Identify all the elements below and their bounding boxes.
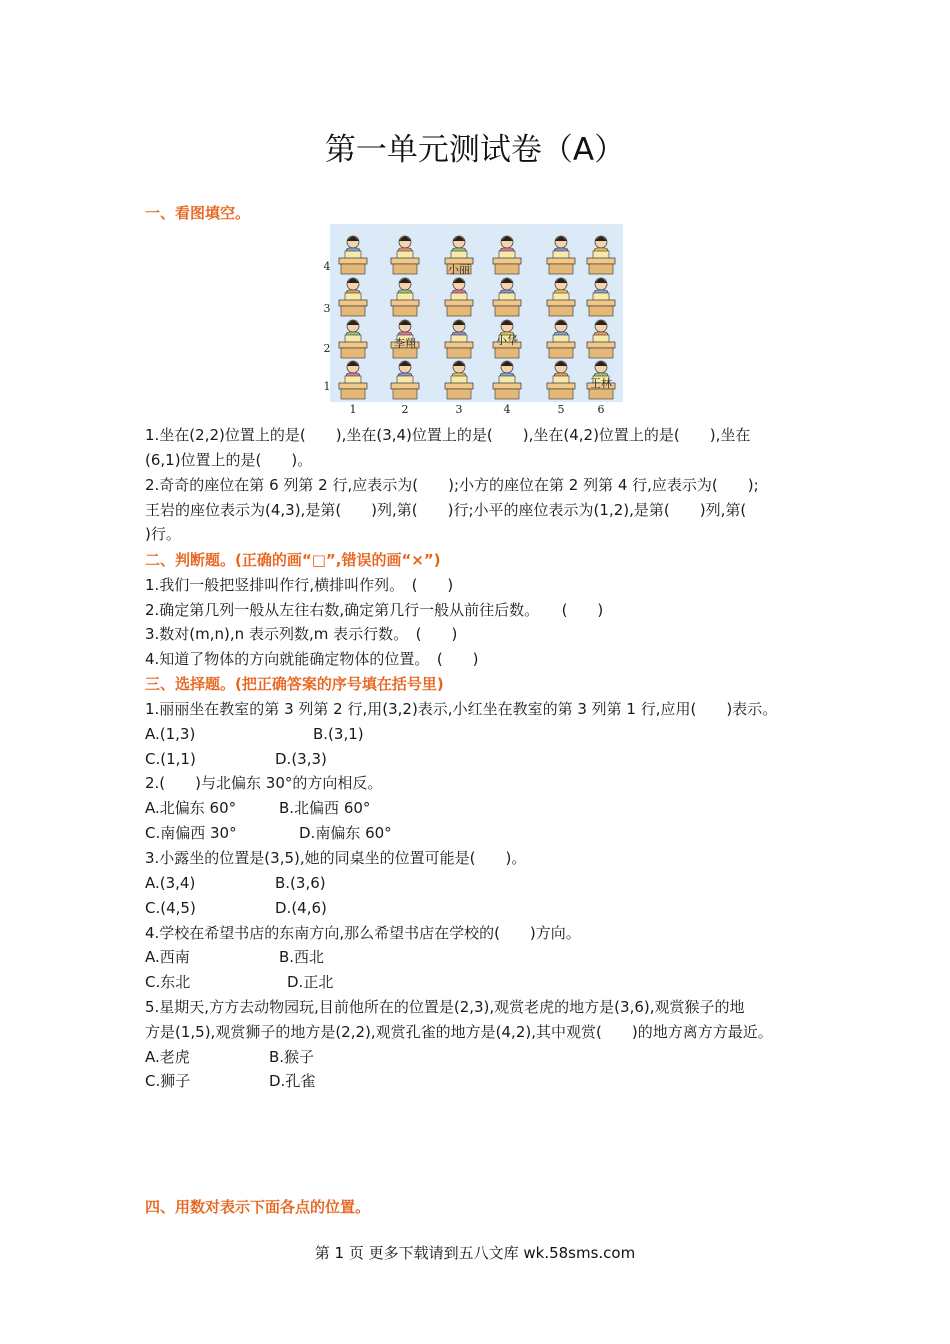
judge-item-2: 2.确定第几列一般从左往右数,确定第几行一般从前往后数。 ( ) — [145, 601, 604, 619]
choice-5-question-line-1: 5.星期天,方方去动物园玩,目前他所在的位置是(2,3),观赏老虎的地方是(3,6),观赏猴子的地 — [145, 998, 745, 1016]
choice-2-options-row-1 — [145, 797, 371, 819]
choice-1-option-a: A.(1,3) — [145, 725, 196, 743]
choice-1-question: 1.丽丽坐在教室的第 3 列第 2 行,用(3,2)表示,小红坐在教室的第 3 列第 1 行,应用( )表示。 — [145, 700, 778, 718]
figure-background — [330, 224, 623, 402]
choice-2-question: 2.( )与北偏东 30°的方向相反。 — [145, 774, 383, 792]
choice-2-option-c: C.南偏西 30° — [145, 824, 237, 842]
choice-1-option-d: D.(3,3) — [275, 750, 327, 768]
choice-4-options-row-1 — [145, 946, 325, 968]
seat-label-xiaohua: 小华 — [496, 334, 518, 347]
choice-3-option-b: B.(3,6) — [275, 874, 326, 892]
choice-4-question: 4.学校在希望书店的东南方向,那么希望书店在学校的( )方向。 — [145, 924, 581, 942]
choice-2-options-row-2 — [145, 822, 392, 844]
choice-2-option-b: B.北偏西 60° — [279, 799, 371, 817]
section-heading-fill-blanks: 一、看图填空。 — [145, 204, 251, 222]
choice-4-option-d: D.正北 — [287, 973, 334, 991]
classroom-illustration — [318, 224, 630, 418]
column-label-2: 2 — [401, 403, 409, 416]
section-heading-true-false: 二、判断题。(正确的画“□”,错误的画“×”) — [145, 551, 441, 569]
row-label-1: 1 — [323, 380, 331, 393]
q1-line-2: (6,1)位置上的是( )。 — [145, 451, 313, 469]
q2-line-2: 王岩的座位表示为(4,3),是第( )列,第( )行;小平的座位表示为(1,2),是第( )列,第( — [145, 501, 747, 519]
choice-5-question-line-2: 方是(1,5),观赏狮子的地方是(2,2),观赏孔雀的地方是(4,2),其中观赏( )的地方离方方最近。 — [145, 1023, 773, 1041]
choice-1-options-row-1 — [145, 723, 364, 745]
choice-3-options-row-1 — [145, 872, 326, 894]
choice-1-option-c: C.(1,1) — [145, 750, 196, 768]
seat-label-lixiang: 李翔 — [394, 337, 416, 350]
row-label-3: 3 — [323, 302, 331, 315]
choice-5-option-c: C.狮子 — [145, 1072, 191, 1090]
judge-item-4: 4.知道了物体的方向就能确定物体的位置。 ( ) — [145, 650, 479, 668]
section-heading-multiple-choice: 三、选择题。(把正确答案的序号填在括号里) — [145, 675, 444, 693]
choice-1-options-row-2 — [145, 748, 327, 770]
choice-4-option-c: C.东北 — [145, 973, 191, 991]
choice-1-option-b: B.(3,1) — [313, 725, 364, 743]
judge-item-1: 1.我们一般把竖排叫作行,横排叫作列。 ( ) — [145, 576, 454, 594]
q2-line-1: 2.奇奇的座位在第 6 列第 2 行,应表示为( );小方的座位在第 2 列第 4 行,应表示为( ); — [145, 476, 759, 494]
choice-3-option-c: C.(4,5) — [145, 899, 196, 917]
choice-5-option-b: B.猴子 — [269, 1048, 315, 1066]
choice-2-option-d: D.南偏东 60° — [299, 824, 392, 842]
choice-4-options-row-2 — [145, 971, 334, 993]
q2-line-3: )行。 — [145, 525, 181, 543]
choice-5-option-a: A.老虎 — [145, 1048, 190, 1066]
choice-5-options-row-1 — [145, 1046, 315, 1068]
seat-label-wanglin: 王林 — [590, 377, 612, 390]
choice-5-option-d: D.孔雀 — [269, 1072, 316, 1090]
choice-4-option-a: A.西南 — [145, 948, 190, 966]
choice-3-option-a: A.(3,4) — [145, 874, 196, 892]
row-label-2: 2 — [323, 342, 331, 355]
choice-3-options-row-2 — [145, 897, 327, 919]
choice-4-option-b: B.西北 — [279, 948, 325, 966]
choice-2-option-a: A.北偏东 60° — [145, 799, 237, 817]
section-heading-coordinate-pairs: 四、用数对表示下面各点的位置。 — [145, 1198, 371, 1216]
judge-item-3: 3.数对(m,n),n 表示列数,m 表示行数。 ( ) — [145, 625, 458, 643]
page-footer: 第 1 页 更多下载请到五八文库 wk.58sms.com — [314, 1244, 636, 1262]
column-label-1: 1 — [349, 403, 357, 416]
column-label-4: 4 — [503, 403, 511, 416]
column-label-6: 6 — [597, 403, 605, 416]
page-title: 第一单元测试卷（A） — [324, 132, 626, 168]
choice-3-option-d: D.(4,6) — [275, 899, 327, 917]
choice-3-question: 3.小露坐的位置是(3,5),她的同桌坐的位置可能是( )。 — [145, 849, 527, 867]
choice-5-options-row-2 — [145, 1070, 316, 1092]
seat-label-xiaoli: 小丽 — [448, 263, 470, 276]
q1-line-1: 1.坐在(2,2)位置上的是( ),坐在(3,4)位置上的是( ),坐在(4,2)位置上的是( ),坐在 — [145, 426, 751, 444]
classroom-seating-figure — [318, 224, 630, 418]
column-label-3: 3 — [455, 403, 463, 416]
row-label-4: 4 — [323, 260, 331, 273]
column-label-5: 5 — [557, 403, 565, 416]
